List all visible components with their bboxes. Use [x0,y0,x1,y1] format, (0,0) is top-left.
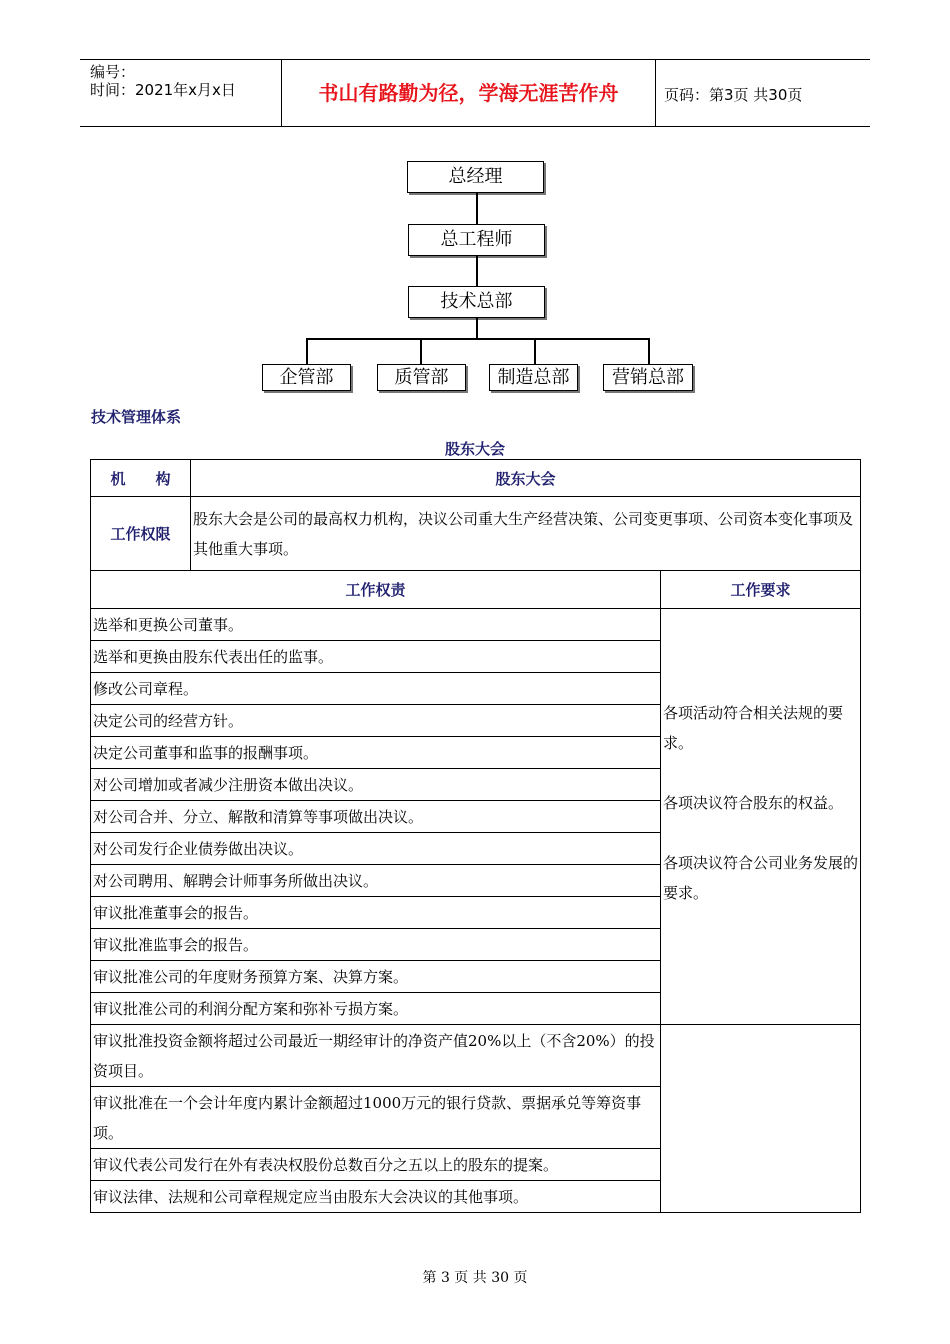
org-connector [306,338,308,364]
duties-table [90,570,861,1213]
time-label: 时间：2021年x月x日 [90,81,236,99]
duty-item: 审议批准监事会的报告。 [91,929,661,961]
org-node-dept: 企管部 [262,364,351,391]
duty-header: 工作权责 [91,571,661,609]
org-node-dept: 营销总部 [603,364,693,391]
org-label: 机 构 [91,460,191,497]
header-top-rule [80,59,870,60]
duty-item: 对公司合并、分立、解散和清算等事项做出决议。 [91,801,661,833]
duty-item: 审议批准投资金额将超过公司最近一期经审计的净资产值20%以上（不含20%）的投资项目。 [91,1025,661,1087]
header-divider-right [655,59,656,127]
info-table [90,459,861,571]
duty-item: 对公司聘用、解聘会计师事务所做出决议。 [91,865,661,897]
org-node-tech-hq: 技术总部 [408,286,545,318]
duty-item: 决定公司的经营方针。 [91,705,661,737]
table-title: 股东大会 [444,440,505,458]
authority-value: 股东大会是公司的最高权力机构，决议公司重大生产经营决策、公司变更事项、公司资本变化事项及其他重大事项。 [191,497,861,571]
section-title: 技术管理体系 [91,408,182,426]
duty-item: 对公司增加或者减少注册资本做出决议。 [91,769,661,801]
duty-item: 决定公司董事和监事的报酬事项。 [91,737,661,769]
table-row [91,1025,861,1087]
requirement-item: 各项决议符合公司业务发展的要求。 [663,854,859,902]
duty-item: 审议代表公司发行在外有表决权股份总数百分之五以上的股东的提案。 [91,1149,661,1181]
table-row [91,571,861,609]
table-row [91,460,861,497]
org-connector [476,256,478,286]
org-connector [420,338,422,364]
requirements-empty-cell [661,1025,861,1213]
page-footer: 第 3 页 共 30 页 [422,1270,528,1286]
org-value: 股东大会 [191,460,861,497]
req-header: 工作要求 [661,571,861,609]
serial-label: 编号： [90,63,136,81]
org-connector [534,338,536,364]
duty-item: 选举和更换由股东代表出任的监事。 [91,641,661,673]
org-node-general-manager: 总经理 [407,161,544,193]
org-branch-line [306,338,649,340]
duty-item: 选举和更换公司董事。 [91,609,661,641]
org-node-dept: 质管部 [377,364,466,391]
requirements-cell [661,609,861,1025]
page-label: 页码：第3页 共30页 [664,86,803,104]
duty-item: 审议法律、法规和公司章程规定应当由股东大会决议的其他事项。 [91,1181,661,1213]
org-connector [648,338,650,364]
authority-label: 工作权限 [91,497,191,571]
duty-item: 审议批准公司的利润分配方案和弥补亏损方案。 [91,993,661,1025]
motto: 书山有路勤为径，学海无涯苦作舟 [318,81,619,105]
duty-item: 审议批准在一个会计年度内累计金额超过1000万元的银行贷款、票据承兑等筹资事项。 [91,1087,661,1149]
org-connector [476,193,478,224]
requirement-item: 各项活动符合相关法规的要求。 [663,704,844,752]
table-row [91,609,861,641]
duty-item: 审议批准董事会的报告。 [91,897,661,929]
org-node-dept: 制造总部 [489,364,578,391]
header-bottom-rule [80,126,870,127]
duty-item: 审议批准公司的年度财务预算方案、决算方案。 [91,961,661,993]
table-row [91,497,861,571]
org-connector [476,318,478,338]
duty-item: 对公司发行企业债券做出决议。 [91,833,661,865]
requirement-item: 各项决议符合股东的权益。 [663,794,844,812]
org-node-chief-engineer: 总工程师 [408,224,545,256]
duty-item: 修改公司章程。 [91,673,661,705]
